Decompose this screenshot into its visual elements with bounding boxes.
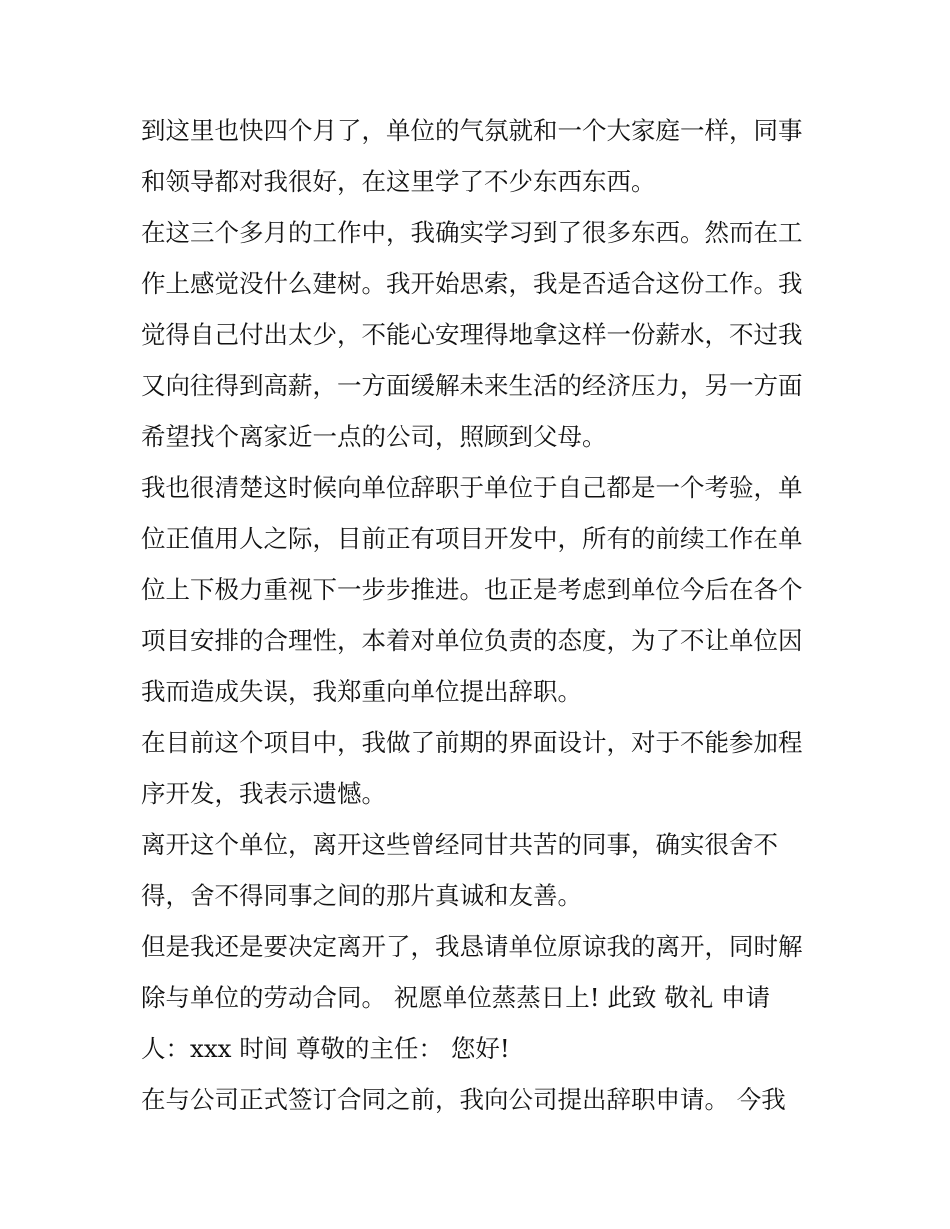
text-line: 人：xxx 时间 尊敬的主任： 您好! (141, 1034, 510, 1063)
text-line: 除与单位的劳动合同。 祝愿单位蒸蒸日上! 此致 敬礼 申请 (141, 983, 770, 1012)
text-line: 得，舍不得同事之间的那片真诚和友善。 (141, 881, 582, 910)
text-line: 作上感觉没什么建树。我开始思索，我是否适合这份工作。我 (141, 269, 803, 298)
text-line: 到这里也快四个月了，单位的气氛就和一个大家庭一样，同事 (141, 116, 803, 145)
paragraph-5 (141, 819, 821, 921)
text-line: 在与公司正式签订合同之前，我向公司提出辞职申请。 今我 (141, 1085, 786, 1114)
text-line: 离开这个单位，离开这些曾经同甘共苦的同事，确实很舍不 (141, 830, 778, 859)
text-line: 又向往得到高薪，一方面缓解未来生活的经济压力，另一方面 (141, 371, 803, 400)
text-line: 位正值用人之际，目前正有项目开发中，所有的前续工作在单 (141, 524, 803, 553)
paragraph-1 (141, 105, 821, 207)
text-line: 和领导都对我很好，在这里学了不少东西东西。 (141, 167, 656, 196)
text-line: 序开发，我表示遗憾。 (141, 779, 386, 808)
paragraph-4 (141, 717, 821, 819)
paragraph-3 (141, 462, 821, 717)
text-line: 在目前这个项目中，我做了前期的界面设计，对于不能参加程 (141, 728, 803, 757)
text-line: 但是我还是要决定离开了，我恳请单位原谅我的离开，同时解 (141, 932, 803, 961)
text-line: 在这三个多月的工作中，我确实学习到了很多东西。然而在工 (141, 218, 803, 247)
paragraph-2 (141, 207, 821, 462)
paragraph-7 (141, 1074, 821, 1125)
text-line: 我而造成失误，我郑重向单位提出辞职。 (141, 677, 582, 706)
text-line: 位上下极力重视下一步步推进。也正是考虑到单位今后在各个 (141, 575, 803, 604)
text-line: 我也很清楚这时候向单位辞职于单位于自己都是一个考验，单 (141, 473, 803, 502)
text-line: 觉得自己付出太少，不能心安理得地拿这样一份薪水，不过我 (141, 320, 803, 349)
text-line: 希望找个离家近一点的公司，照顾到父母。 (141, 422, 607, 451)
text-line: 项目安排的合理性，本着对单位负责的态度，为了不让单位因 (141, 626, 803, 655)
paragraph-6 (141, 921, 821, 1074)
document-body (141, 105, 821, 1125)
